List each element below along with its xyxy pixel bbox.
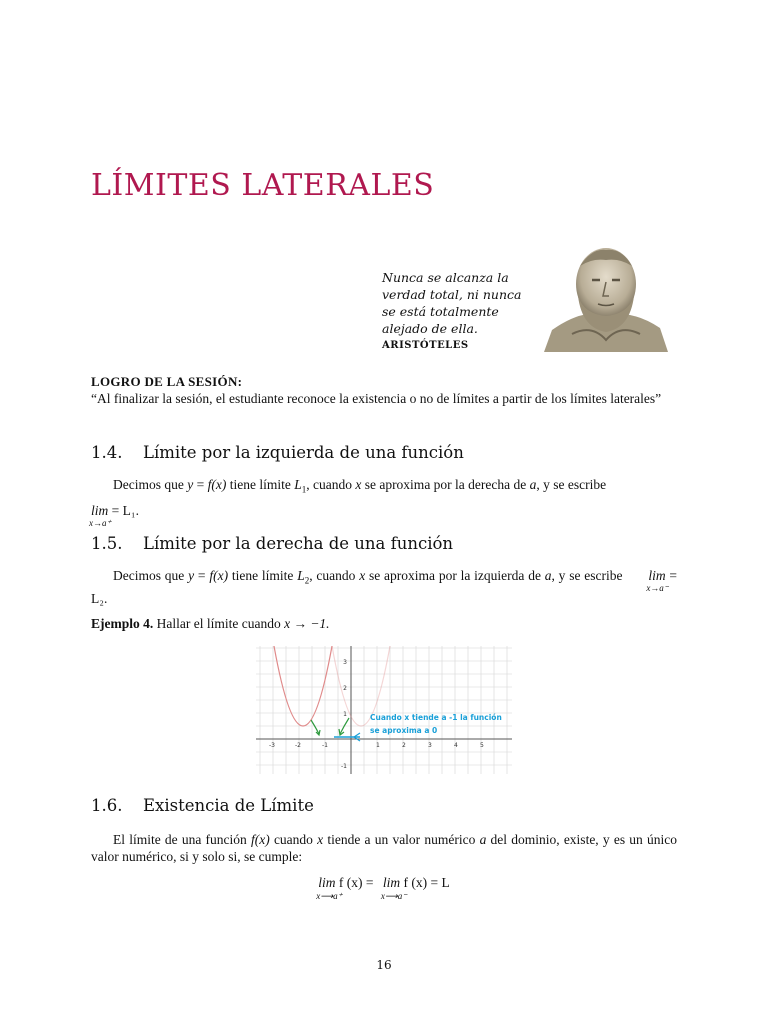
paragraph-left-limit: Decimos que y = f(x) tiene límite $L_1$, cuando x se aproxima por la derecha de a, y se escribe lim x→a⁺ = L₁. <box>89 477 607 528</box>
aristotle-bust-icon <box>542 244 670 352</box>
graph-annotation-line2: se aproxima a 0 <box>370 726 438 735</box>
example-label: Ejemplo 4. <box>91 616 154 631</box>
section-heading-1-4 <box>91 443 464 462</box>
session-goal <box>91 373 677 407</box>
lim-notation: lim x→a⁻ <box>646 568 669 593</box>
quote-line: verdad total, ni nunca <box>382 287 522 302</box>
y-tick-label: 1 <box>343 711 347 718</box>
x-tick-label: 2 <box>402 742 406 749</box>
paragraph-limit-existence: El límite de una función f(x) cuando x tiende a un valor numérico a del dominio, existe, y es un único valor numérico, si y solo si, se cumple: <box>91 832 677 864</box>
example-4: Ejemplo 4. Hallar el límite cuando x → −1. <box>91 616 330 631</box>
x-tick-label: -1 <box>322 742 328 749</box>
section-heading-1-6 <box>91 796 314 815</box>
x-tick-label: 5 <box>480 742 484 749</box>
lim-notation: lim x⟶a⁺ <box>316 875 343 901</box>
x-tick-label: 4 <box>454 742 458 749</box>
x-tick-label: 3 <box>428 742 432 749</box>
quote-line: Nunca se alcanza la <box>382 270 509 285</box>
quote-line: se está totalmente <box>382 304 499 319</box>
session-goal-label: LOGRO DE LA SESIÓN: <box>91 374 243 389</box>
y-tick-label: 3 <box>343 659 347 666</box>
session-goal-text: “Al finalizar la sesión, el estudiante reconoce la existencia o no de límites a partir de los límites laterales” <box>91 391 662 406</box>
limit-existence-formula: lim x⟶a⁺ f (x) = lim x⟶a⁻ f (x) = L <box>316 875 450 901</box>
section-number: 1.6. <box>91 796 123 815</box>
page-number: 16 <box>376 958 392 972</box>
chapter-title: LÍMITES LATERALES <box>91 168 435 203</box>
epigraph-quote <box>382 269 532 354</box>
lim-notation: lim x→a⁺ <box>89 502 112 528</box>
x-tick-label: -3 <box>269 742 275 749</box>
y-tick-label: -1 <box>341 763 347 770</box>
section-title: Límite por la izquierda de una función <box>143 443 464 462</box>
section-heading-1-5 <box>91 534 453 553</box>
paragraph-right-limit: Decimos que y = f(x) tiene límite $L_2$, cuando x se aproxima por la izquierda de a, y se escribe lim x→a⁻ = L₂. <box>91 568 677 606</box>
parabola-graph <box>256 646 512 774</box>
section-number: 1.5. <box>91 534 123 553</box>
section-number: 1.4. <box>91 443 123 462</box>
section-title: Existencia de Límite <box>143 796 314 815</box>
lim-notation: lim x⟶a⁻ <box>380 875 408 901</box>
x-tick-label: -2 <box>295 742 301 749</box>
x-tick-label: 1 <box>376 742 380 749</box>
y-tick-label: 2 <box>343 685 347 692</box>
quote-line: alejado de ella. <box>382 321 478 336</box>
section-title: Límite por la derecha de una función <box>143 534 454 553</box>
graph-annotation-line1: Cuando x tiende a -1 la función <box>370 713 502 722</box>
quote-author: ARISTÓTELES <box>382 340 469 351</box>
